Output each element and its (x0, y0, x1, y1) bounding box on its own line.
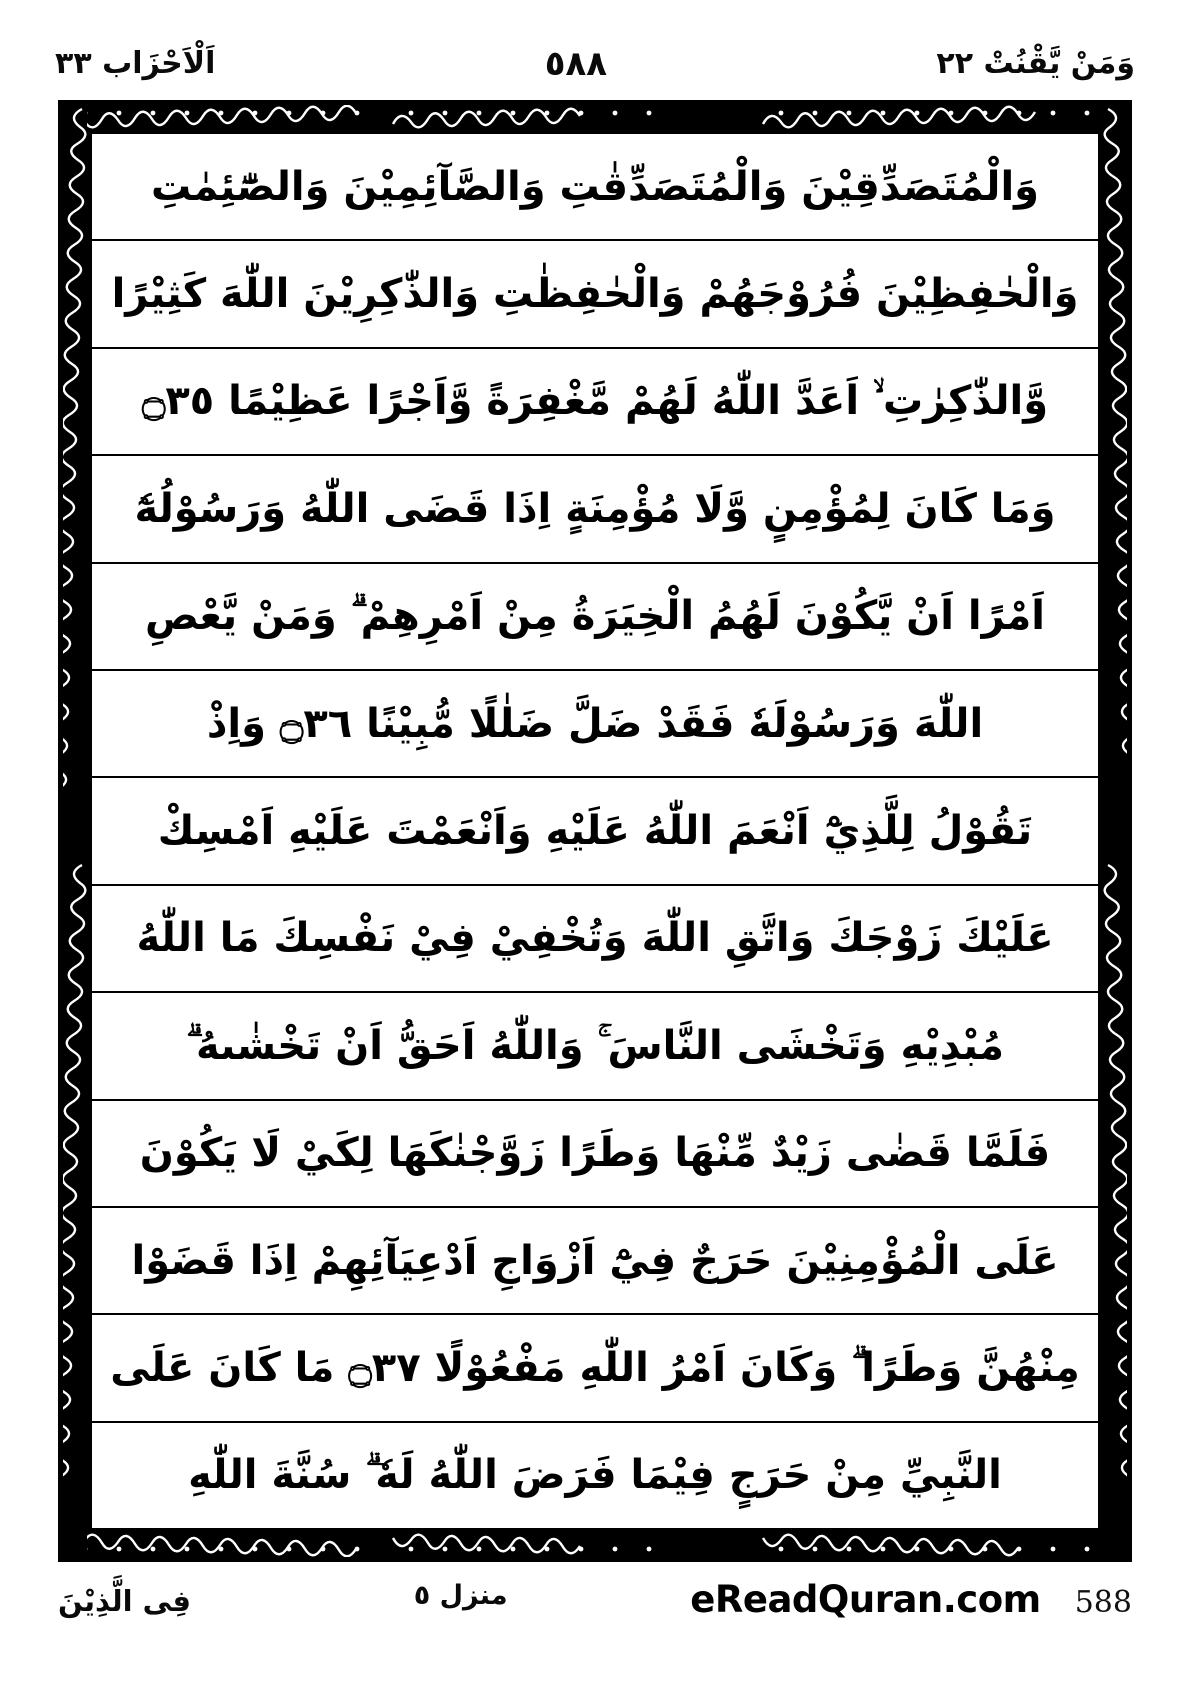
page-number-arabic: ٥٨٨ (544, 44, 608, 84)
page-footer (58, 1576, 1132, 1656)
ayah-line-text: وَّالذّٰكِرٰتِ ۙ اَعَدَّ اللّٰهُ لَهُمْ مَّغْفِرَةً وَّاَجْرًا عَظِيْمًا ۝٣٥ (141, 378, 1049, 425)
surah-label: اَلْاَحْزَاب ٣٣ (55, 46, 216, 81)
ornamental-frame (58, 100, 1132, 1562)
ayah-line (92, 778, 1098, 885)
site-name[interactable]: eReadQuran.com (690, 1578, 1041, 1621)
ayah-line-text: مُبْدِيْهِ وَتَخْشَى النَّاسَ ۚ وَاللّٰهُ اَحَقُّ اَنْ تَخْشٰىهُ ۗ (186, 1022, 1004, 1069)
ayah-line-text: اَمْرًا اَنْ يَّكُوْنَ لَهُمُ الْخِيَرَةُ مِنْ اَمْرِهِمْ ۗ وَمَنْ يَّعْصِ (144, 593, 1046, 640)
ayah-line (92, 671, 1098, 778)
footer-right-group (690, 1576, 1132, 1621)
ayah-line (92, 1315, 1098, 1422)
ayah-line (92, 564, 1098, 671)
ayah-line-text: اللّٰهَ وَرَسُوْلَهٗ فَقَدْ ضَلَّ ضَلٰلًا مُّبِيْنًا ۝٣٦ وَاِذْ (206, 700, 984, 747)
juz-label: وَمَنْ يَّقْنُتْ ٢٢ (936, 46, 1135, 81)
ayah-line-text: وَالْمُتَصَدِّقِيْنَ وَالْمُتَصَدِّقٰتِ وَالصَّآئِمِيْنَ وَالصّٰٓئِمٰتِ (150, 163, 1040, 210)
ayah-line (92, 993, 1098, 1100)
ayah-line (92, 241, 1098, 348)
manzil-label: منزل ٥ (413, 1580, 508, 1611)
ayah-line-text: النَّبِيِّ مِنْ حَرَجٍ فِيْمَا فَرَضَ اللّٰهُ لَهٗ ۗ سُنَّةَ اللّٰهِ (188, 1452, 1002, 1499)
ayah-line (92, 1208, 1098, 1315)
page-number-latin: 588 (1074, 1585, 1132, 1620)
ayah-line-text: مِنْهُنَّ وَطَرًا ۗ وَكَانَ اَمْرُ اللّٰهِ مَفْعُوْلًا ۝٣٧ مَا كَانَ عَلَى (110, 1344, 1080, 1391)
ayah-line (92, 456, 1098, 563)
ayah-line-text: وَالْحٰفِظِيْنَ فُرُوْجَهُمْ وَالْحٰفِظٰتِ وَالذّٰكِرِيْنَ اللّٰهَ كَثِيْرًا (111, 271, 1079, 318)
ayah-line-text: فَلَمَّا قَضٰى زَيْدٌ مِّنْهَا وَطَرًا زَوَّجْنٰكَهَا لِكَيْ لَا يَكُوْنَ (139, 1130, 1051, 1177)
ayah-line (92, 1423, 1098, 1528)
ayah-line (92, 886, 1098, 993)
ayah-line (92, 349, 1098, 456)
ayah-line-text: عَلَى الْمُؤْمِنِيْنَ حَرَجٌ فِيْٓ اَزْوَاجِ اَدْعِيَآئِهِمْ اِذَا قَضَوْا (131, 1237, 1059, 1284)
ayah-line-text: عَلَيْكَ زَوْجَكَ وَاتَّقِ اللّٰهَ وَتُخْفِيْ فِيْ نَفْسِكَ مَا اللّٰهُ (136, 915, 1054, 962)
page-header (55, 34, 1135, 94)
ayah-line (92, 1101, 1098, 1208)
ayah-line-text: وَمَا كَانَ لِمُؤْمِنٍ وَّلَا مُؤْمِنَةٍ اِذَا قَضَى اللّٰهُ وَرَسُوْلُهٗٓ (134, 485, 1056, 532)
ayah-line (92, 134, 1098, 241)
catchword: فِى الَّذِيْنَ (58, 1584, 191, 1618)
ayah-line-text: تَقُوْلُ لِلَّذِيْٓ اَنْعَمَ اللّٰهُ عَلَيْهِ وَاَنْعَمْتَ عَلَيْهِ اَمْسِكْ (157, 808, 1033, 855)
text-panel (89, 131, 1101, 1531)
